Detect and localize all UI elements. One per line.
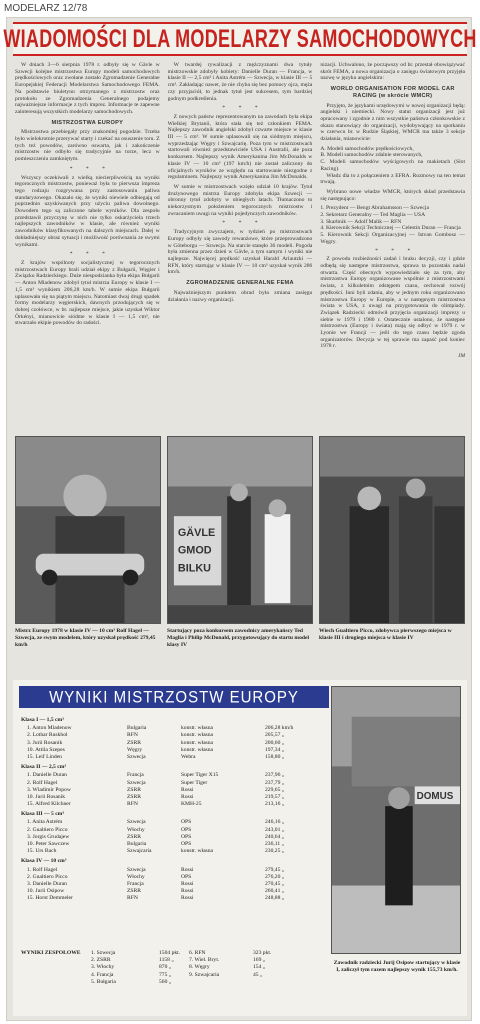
speed: 237,79 „: [265, 779, 285, 786]
competitor-name: 10. Peter Sawczew: [27, 841, 70, 848]
separator: * * *: [69, 165, 111, 172]
speed: 248,88 „: [265, 895, 285, 902]
engine: OPS: [181, 826, 192, 833]
team-points: 870 „: [159, 964, 172, 971]
speed: 237,96 „: [265, 772, 285, 779]
speed: 240,64 „: [265, 833, 285, 840]
results-class-label: Klasa II — 2,5 cm³: [21, 764, 67, 771]
table-row: [21, 794, 327, 801]
country: Francja: [127, 772, 144, 779]
speed: 213,16 „: [265, 801, 285, 808]
competitor-name: 15. Alfred Kilchner: [27, 801, 71, 808]
team-row: [21, 950, 331, 957]
speed: 206,28 km/h: [265, 725, 294, 732]
speed: 200,60 „: [265, 739, 285, 746]
speed: 260,41 „: [265, 888, 285, 895]
speed: 279,45 „: [265, 866, 285, 873]
competitor-name: 3. Jorgis Grudajew: [27, 833, 70, 840]
speed: 246,16 „: [265, 819, 285, 826]
engine: Super Tiger: [181, 779, 208, 786]
team-country: 8. Węgry: [189, 964, 210, 971]
article-columns: [15, 62, 465, 430]
results-section: [13, 680, 467, 1016]
competitor-name: 1. Rolf Hagel: [27, 866, 58, 873]
engine: Rossi: [181, 866, 194, 873]
country: ZSRR: [127, 833, 141, 840]
table-row: [21, 874, 327, 881]
photo-champion: [15, 436, 161, 624]
photo-caption-2: Startujący poza konkursem zawodnicy amerykańscy Ted Maglia i Philip McDonald, przygotowujący do startu model klasy IV: [167, 628, 310, 648]
section-heading: ZGROMADZENIE GENERALNE FEMA: [186, 280, 294, 287]
photo-champion-image: [16, 437, 160, 623]
country: ZSRR: [127, 888, 141, 895]
team-country: 5. Bułgaria: [91, 978, 116, 985]
team-points: 560 „: [159, 978, 172, 985]
article-column-3: [320, 62, 465, 430]
country: Szwecja: [127, 753, 146, 760]
table-row: [21, 819, 327, 826]
table-row: [21, 801, 327, 808]
paragraph: nizacji. Uchwalono, że począwszy od br. przestał obowiązywać skrót FEMA, a nowa organizacja o zasięgu światowym przyjęła nazwę w języku angielskim:: [320, 62, 466, 82]
results-table: [21, 714, 327, 903]
country: Włochy: [127, 873, 145, 880]
engine: OPS: [181, 873, 192, 880]
sign-text-2: GMOD: [177, 544, 212, 557]
photo-caption-3: Wiech Gualtiero Picco, zdobywca pierwszego miejsca w klasie III i drugiego miejsca w klasie IV: [319, 628, 452, 641]
team-country: 6. RFN: [189, 950, 206, 956]
competitor-name: 10. Jurii Osipow: [27, 888, 65, 895]
engine: Webra: [181, 753, 196, 760]
competitor-name: 3. Jurii Rosanik: [27, 739, 63, 746]
author-signature: JM: [457, 353, 466, 360]
table-row: [21, 867, 327, 874]
competitor-name: 10. Attila Szepes: [27, 746, 65, 753]
engine: OPS: [181, 819, 192, 826]
photo-caption-1: Mistrz Europy 1978 w klasie IV — 10 cm³ Rolf Hagel — Szwecja, ze swym modelem, który uzyskał prędkość 279,45 km/h: [15, 628, 156, 648]
results-photo-caption: Zawodnik radziecki Jurij Osipow startujący w klasie I, zaliczył tym razem najlepszy wynik 155,73 km/h.: [333, 960, 461, 973]
speed: 197,34 „: [265, 746, 285, 753]
table-row: [21, 881, 327, 888]
photo-osipow-image: [332, 687, 460, 953]
magazine-page: [3, 17, 477, 1021]
country: ZSRR: [127, 793, 141, 800]
competitor-name: 1. Anita Astrém: [27, 819, 63, 826]
table-row: [21, 772, 327, 779]
paragraph: Wybrano nowe władze WMCR, których skład przedstawia się następująco:: [320, 188, 466, 202]
article-column-2: [168, 62, 313, 430]
speed: 219,57 „: [265, 793, 285, 800]
table-row: [21, 747, 327, 754]
photo-osipow: [331, 686, 461, 954]
table-row: [21, 740, 327, 747]
separator: * * *: [222, 220, 264, 227]
team-points: 154 „: [253, 964, 266, 971]
table-row: [21, 895, 327, 902]
table-row: [21, 754, 327, 761]
paragraph: A. Modeli samochodów prędkościowych, B. Modeli samochodów zdalnie sterowanych, C. Modeli samochodów wyścigowych na makietach (Slot Racing).: [320, 145, 466, 172]
paragraph: 1. Prezydent — Bengt Abrahamsson — Szwecja 2. Sekretarz Generalny — Ted Maglia — USA 3. Skarbnik — Adolf Malik — RFN 4. Kierownik Sekcji Technicznej — Celestin Duran — Francja 5. Kierownik Sekcji Organizacyjnej — Istvan Gombosz — Węgry.: [320, 205, 466, 245]
results-class-label: Klasa III — 5 cm³: [21, 811, 65, 818]
paragraph: Z krajów wspólnoty socjalistycznej w tegorocznych mistrzostwach Europy brali udział ekipy z Bułgarii, Węgier i Związku Radzieckiego. Duże niespodzianka była ekipa Bułgarii — Anton Mladenow zdobył tytuł mistrza Europy w klasie I — 1,5 cm³ wynikiem 206,28 km/h. W sumie ekipa Bułgarii uplasowała się na piątym miejscu. Natomiast dwaj drugi spadek formy modelarzy węgierskich, dawnych przodujących się w dobrej czołówce, w br. najlepsze miejsce, jakie uzyskał Wiktor Örkényi, mianowicie siódme w klasie I — 1,5 cm³, nie stwarzało ekipie powodów do radości.: [15, 259, 160, 327]
team-results-label: [21, 979, 91, 986]
competitor-name: 2. Rolf Hagel: [27, 779, 58, 786]
engine: KMH-25: [181, 801, 202, 808]
speed: 236,11 „: [265, 841, 285, 848]
engine: Rossi: [181, 786, 194, 793]
engine: Rossi: [181, 888, 194, 895]
country: RFN: [127, 895, 138, 902]
competitor-name: 3. Danielle Duran: [27, 881, 67, 887]
engine: konstr. własna: [181, 725, 214, 732]
section-heading: MISTRZOSTWA EUROPY: [51, 119, 124, 126]
paragraph: Najważniejszym punktem obrad była zmiana zasięgu działania i nazwy organizacji.: [167, 289, 313, 303]
team-results-label: [21, 964, 91, 971]
team-country: 7. Wiel. Bryt.: [189, 957, 220, 964]
competitor-name: 15. Leif Linden: [27, 753, 62, 760]
competitor-name: 15. Horst Demmeler: [27, 895, 73, 902]
paragraph: Wszyscy oczekiwali z wielką niecierpliwością na wyniki tegorocznych mistrzostw, ponieważ była to pierwsza impreza tego rodzaju rozgrywana przy zastosowaniu paliwa standaryzowego. Okazało się, że wyniki niewiele odbiegają od poprzednio uzyskiwanych przy użyciu paliwa dowolnego. Dowodem tego są zaliczone tabele wyników. Dla zespołu przedstawił przyczynę w nich nie tylko oskarżyciela trzech najlepszych zawodników w klasie, ale również wyniki zawodników klasyfikowanych na dalszych miejscach. Dalej w dokładniejszy obraz sytuacji i możliwość porównania ze swymi wynikami.: [15, 174, 160, 248]
team-results-label: WYNIKI ZESPOŁOWE: [21, 950, 81, 956]
engine: Rossi: [181, 793, 194, 800]
country: RFN: [127, 801, 138, 808]
table-row: [21, 732, 327, 739]
country: Węgry: [127, 746, 143, 753]
competitor-name: 2. Gualtiero Picco: [27, 873, 68, 880]
table-row: [21, 725, 327, 732]
table-row: [21, 888, 327, 895]
paragraph: Z nowych państw reprezentowanym na zawodach była ekipa Wielkiej Brytanii, która stała się też członkiem FEMA. Najlepszy zawodnik angielski zdobył czwarte miejsce w klasie III — 5 cm³. W sumie uplasowali się na siódmym miejscu, wyprzedzając Węgry i Szwajcarię. Poza tym w mistrzostwach startowali również przedstawiciele USA i Australii, ale poza konkursem. Najlepszy wynik Amerykanina Jim McDonalds w klasie IV — 10 cm³ (197 km/h) nie został zaliczony do oficjalnych wyników ze względu na startowanie niezgodne z regulaminem. Najlepszy wynik Amerykanina Jim McDonalds.: [167, 113, 313, 181]
table-row: [21, 841, 327, 848]
table-row: [21, 780, 327, 787]
table-row: [21, 848, 327, 855]
speed: 230,25 „: [265, 848, 285, 855]
country: Włochy: [127, 826, 145, 833]
paragraph: Przyjęto, że językami urzędowymi w nowej organizacji będą: angielski i niemiecki. Nowy statut organizacji jest już opracowany i zgodnie z nim wszystkie państwa członkowskie z okazu stanowiący do organizacji, wydobywający na spotkaniu w czerwcu br. w Rudzie Śląskiej, WMCR ma także 3 sekcje działania, mianowicie:: [320, 102, 466, 143]
speed: 276,20 „: [265, 873, 285, 880]
team-country: 4. Francja: [91, 971, 114, 978]
engine: Super Tiger X15: [181, 772, 219, 779]
results-title-bar: [19, 686, 329, 708]
separator: * * *: [222, 105, 264, 112]
photo-americans: [167, 436, 313, 624]
country: RFN: [127, 732, 138, 739]
speed: 158,80 „: [265, 753, 285, 760]
speed: 229,65 „: [265, 786, 285, 793]
country: Szwecja: [127, 866, 146, 873]
sign-text-3: BILKU: [177, 562, 211, 575]
article-title: WIADOMOŚCI DLA MODELARZY SAMOCHODOWYCH: [3, 24, 477, 53]
paragraph: Władz dla to z połączeniem z EFRA. Rozmowy na ten temat trwają.: [320, 172, 466, 186]
banner-text: DOMUS: [416, 791, 454, 803]
team-country: 2. ZSRR: [91, 957, 111, 964]
table-row: [21, 834, 327, 841]
team-row: [21, 972, 331, 979]
engine: Rossi: [181, 881, 194, 887]
paragraph: W twardej rywalizacji z mężczyznami dwa tytuły mistrzowskie zdobyły kobiety: Danielle Duran — Francja, w klasie II — 2,5 cm³ i Anita Astrém — Szwecja, w klasie III — 5 cm³. Zakładając nawet, że nie chyba się bez pomocy ojca, męża czy przyjaciół, to jednak tytuł jest sukcesem, tym bardziej godnym podkreślenia.: [167, 62, 313, 102]
engine: konstr. własna: [181, 732, 214, 739]
paragraph: W dniach 3—6 sierpnia 1978 r. odbyły się w Gävle w Szwecji kolejne mistrzostwa Europy modeli samochodowych prędkościowych oraz zwołane zostało Zgromadzenie Generalne Europejskiej Federacji Modelarstwa Samochodowego FEMA. Na podstawie biuletynu otrzymanego z mistrzostw oraz protokołu ze Zgromadzenia Generalnego podajemy najważniejsze informacje z tych imprez. Informacje te zapewne zainteresują wszystkich modelarzy samochodowych.: [15, 62, 160, 115]
team-row: [21, 964, 331, 971]
team-points: 1158 „: [159, 957, 174, 964]
team-results-label: [21, 972, 91, 979]
article-column-1: [15, 62, 160, 430]
engine: konstr. własna: [181, 739, 214, 746]
team-country: [189, 979, 253, 986]
photo-americans-image: [168, 437, 312, 623]
team-country: 3. Włochy: [91, 964, 115, 971]
country: Francja: [127, 881, 144, 887]
country: Szwecja: [127, 819, 146, 826]
engine: Rossi: [181, 895, 194, 902]
team-country: 9. Szwajcaria: [189, 971, 220, 978]
competitor-name: 1. Anton Mladenow: [27, 725, 72, 732]
engine: OPS: [181, 833, 192, 840]
country: Bulgaria: [127, 841, 147, 848]
speed: 205,57 „: [265, 732, 285, 739]
separator: * * *: [375, 247, 417, 254]
team-points: [253, 979, 293, 986]
photo-picco-image: [320, 437, 464, 623]
paragraph: W sumie w mistrzostwach wzięło udział 10 krajów. Tytuł drużynowego mistrza Europy zdobyła ekipa Szwecji — obronny tytuł zdobyty w ubiegłych latach. Tłumaczono to niekorzystnym położeniem tegorocznych mistrzostw i zwracaniem uwagi na wyniki pojedynczych zawodników.: [167, 183, 313, 217]
country: ZSRR: [127, 786, 141, 793]
paragraph: Mistrzostwa przebiegały przy znakomitej pogodzie. Trzeba było wielokrotnie przerywać starty i czekać na osuszenie toru. Z tych też powodów, zarówno oswarta, jak i zakończenie mistrzostw nie odbyło się tradycyjnie na torze, lecz w pomieszczeniu zamkniętym.: [15, 129, 160, 163]
page-header: MODELARZ 12/78: [4, 3, 88, 14]
team-points: 169 „: [253, 957, 266, 964]
competitor-name: 2. Gualtiero Picco: [27, 826, 68, 833]
table-row: [21, 787, 327, 794]
team-points: 45 „: [253, 971, 263, 978]
engine: OPS: [181, 841, 192, 848]
team-points: 323 pkt.: [253, 950, 272, 956]
table-row: [21, 827, 327, 834]
competitor-name: 2. Lothar Ruskhol: [27, 732, 68, 739]
team-points: 1504 pkt.: [159, 950, 181, 956]
results-title: WYNIKI MISTRZOSTW EUROPY: [49, 687, 299, 707]
competitor-name: 1. Danielle Duran: [27, 772, 67, 779]
speed: 270,45 „: [265, 881, 285, 887]
article-title-bar: [3, 22, 477, 56]
country: ZSRR: [127, 739, 141, 746]
team-points: 775 „: [159, 971, 172, 978]
photo-picco: [319, 436, 465, 624]
country: Szwajcaria: [127, 848, 152, 855]
country: Bulgaria: [127, 725, 147, 732]
paragraph: Tradycyjnym zwyczajem, w tydzień po mistrzostwach Europy odbyły się zawody rewanżowe, które przeprowadzono w Göteborgu — Szwecja. Na starcie stanęło 36 modeli. Pogoda była zmienna przez dzień w Gävle, a tym samym i wyniki nie najlepsze. Najwięcej prędkość uzyskał Harald Arlautzki — RFN, który startując w klasie IV — 10 cm³ uzyskał wynik 286 km/h.: [167, 229, 313, 276]
section-heading: WORLD ORGANISATION FOR MODEL CAR RACING (w skrócie WMCR): [330, 86, 455, 99]
speed: 243,01 „: [265, 826, 285, 833]
team-row: [21, 979, 331, 986]
sign-text: GÄVLE: [177, 526, 216, 539]
results-class-label: Klasa I — 1,5 cm³: [21, 717, 64, 723]
team-row: [21, 957, 331, 964]
engine: konstr. własna: [181, 848, 214, 855]
competitor-name: 3. Wladimir Popow: [27, 786, 71, 793]
competitor-name: 15. Urs Bach: [27, 848, 57, 855]
team-results: [21, 950, 331, 986]
engine: konstr. własna: [181, 746, 214, 753]
paragraph: Z powodu rozbieżności zadań i braku decyzji, czy i gdzie odbędą się następne mistrzostwa, sprawa ta pozostała nadal otwarta. Część obecnych wypowiedziało się za tym, aby mistrzostwa Europy organizowane wspólnie z mistrzostwami świata, z kilkuletnim odstępem czasu, cechował rozwój prędkości. Inni byli zdania, aby w jednym roku organizowano mistrzostwa Europy w Europie, a w następnym mistrzostwa świata w USA, z uwagi na przygotowania do olimpiady. Związek Radziecki odmówił przyjęcia organizacji imprezy u siebie w 1979 i 1980 r. Ostatecznie ustalono, że następne mistrzostwa (Europy i świata) mają się odbyć w 1979 r. w Lyonie we Francji — jeśli do tego czasu będzie zgoda organizatorów. Decyzja w tej sprawie ma zapaść pod koniec 1978 r.: [320, 256, 466, 350]
team-country: 1. Szwecja: [91, 950, 116, 956]
separator: * * *: [69, 251, 111, 258]
team-results-label: [21, 957, 91, 964]
country: Szwecja: [127, 779, 146, 786]
competitor-name: 10. Jurii Rosanik: [27, 793, 66, 800]
results-class-label: Klasa IV — 10 cm³: [21, 858, 67, 865]
